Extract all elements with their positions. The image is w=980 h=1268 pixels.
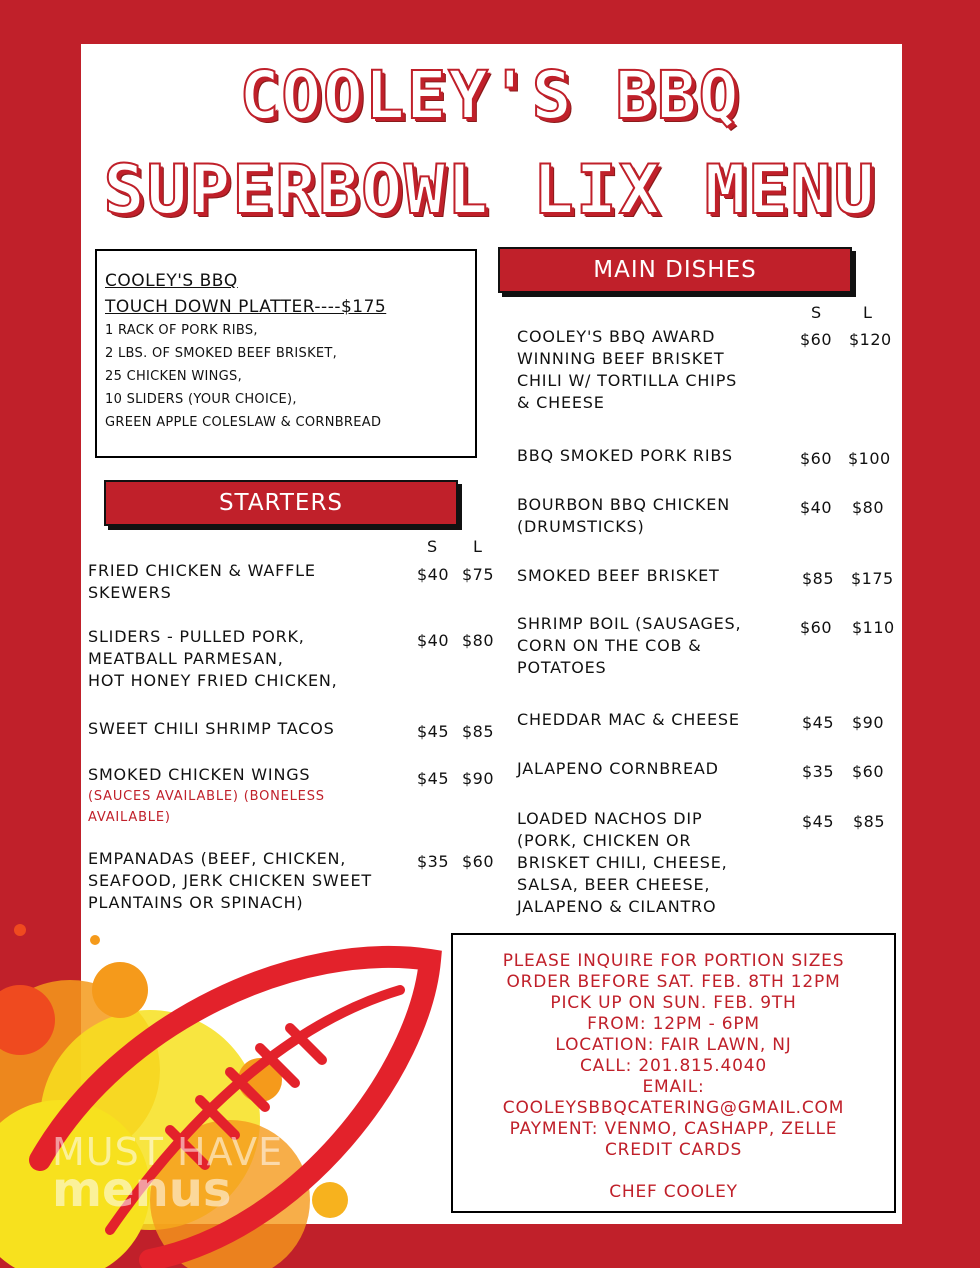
price-small: $60 xyxy=(800,618,833,637)
chef-signature: CHEF COOLEY xyxy=(609,1182,738,1202)
item-line: BOURBON BBQ CHICKEN xyxy=(517,495,730,514)
price-large: $90 xyxy=(852,713,885,732)
mains-col-large: L xyxy=(863,303,872,322)
starters-heading: STARTERS xyxy=(104,480,458,526)
item-line: COOLEY'S BBQ AWARD xyxy=(517,327,716,346)
info-line: PAYMENT: VENMO, CASHAPP, ZELLE xyxy=(509,1119,838,1139)
price-large: $60 xyxy=(852,762,885,781)
item-line: BRISKET CHILI, CHEESE, xyxy=(517,853,728,872)
item-line: & CHEESE xyxy=(517,393,605,412)
item-line: (PORK, CHICKEN OR xyxy=(517,831,692,850)
price-large: $120 xyxy=(849,330,892,349)
starter-item-name xyxy=(88,764,325,828)
price-large: $110 xyxy=(852,618,895,637)
item-line: CHILI W/ TORTILLA CHIPS xyxy=(517,371,738,390)
platter-line: 2 LBS. OF SMOKED BEEF BRISKET, xyxy=(105,346,338,361)
price-small: $40 xyxy=(800,498,833,517)
item-line: SMOKED BEEF BRISKET xyxy=(517,566,720,585)
item-line: SKEWERS xyxy=(88,583,172,602)
item-line: CHEDDAR MAC & CHEESE xyxy=(517,710,740,729)
platter-title-1: COOLEY'S BBQ xyxy=(105,271,238,291)
main-dishes-heading: MAIN DISHES xyxy=(498,247,852,293)
price-small: $35 xyxy=(417,852,450,871)
main-item-name xyxy=(517,565,720,587)
item-line: BBQ SMOKED PORK RIBS xyxy=(517,446,733,465)
info-line: EMAIL: xyxy=(642,1077,705,1097)
item-line: SMOKED CHICKEN WINGS xyxy=(88,765,311,784)
item-line: SHRIMP BOIL (SAUSAGES, xyxy=(517,614,742,633)
order-info-box xyxy=(451,933,896,1213)
price-large: $80 xyxy=(462,631,495,650)
price-small: $45 xyxy=(802,812,835,831)
item-note: (SAUCES AVAILABLE) (BONELESS xyxy=(88,789,325,804)
price-small: $40 xyxy=(417,565,450,584)
starters-col-large: L xyxy=(473,537,482,556)
info-line: LOCATION: FAIR LAWN, NJ xyxy=(555,1035,792,1055)
price-large: $60 xyxy=(462,852,495,871)
platter-line: 10 SLIDERS (YOUR CHOICE), xyxy=(105,392,297,407)
item-line: PLANTAINS OR SPINACH) xyxy=(88,893,304,912)
info-line: PICK UP ON SUN. FEB. 9TH xyxy=(550,993,797,1013)
price-small: $35 xyxy=(802,762,835,781)
item-line: MEATBALL PARMESAN, xyxy=(88,649,284,668)
starter-item-name xyxy=(88,718,335,740)
price-small: $45 xyxy=(802,713,835,732)
main-item-name xyxy=(517,808,728,918)
price-small: $45 xyxy=(417,722,450,741)
item-line: HOT HONEY FRIED CHICKEN, xyxy=(88,671,338,690)
main-item-name xyxy=(517,709,740,731)
title-line-1: COOLEY'S BBQ xyxy=(239,57,741,134)
item-line: WINNING BEEF BRISKET xyxy=(517,349,725,368)
starter-item-name xyxy=(88,560,316,604)
item-line: (DRUMSTICKS) xyxy=(517,517,645,536)
main-item-name xyxy=(517,613,741,679)
info-line: FROM: 12PM - 6PM xyxy=(587,1014,760,1034)
item-line: SEAFOOD, JERK CHICKEN SWEET xyxy=(88,871,372,890)
info-line: PLEASE INQUIRE FOR PORTION SIZES xyxy=(502,951,845,971)
platter-line: 25 CHICKEN WINGS, xyxy=(105,369,243,384)
price-large: $175 xyxy=(851,569,894,588)
item-line: JALAPENO & CILANTRO xyxy=(517,897,717,916)
item-line: SLIDERS - PULLED PORK, xyxy=(88,627,305,646)
main-item-name xyxy=(517,326,737,414)
platter-line: 1 RACK OF PORK RIBS, xyxy=(105,323,258,338)
price-small: $45 xyxy=(417,769,450,788)
starters-col-small: S xyxy=(427,537,438,556)
watermark-text: MUST HAVE xyxy=(52,1130,284,1174)
price-large: $80 xyxy=(852,498,885,517)
platter-title-2: TOUCH DOWN PLATTER----$175 xyxy=(105,297,387,317)
starter-item-name xyxy=(88,626,338,692)
platter-box xyxy=(95,249,477,458)
info-line: ORDER BEFORE SAT. FEB. 8TH 12PM xyxy=(506,972,841,992)
item-line: CORN ON THE COB & xyxy=(517,636,702,655)
item-line: LOADED NACHOS DIP xyxy=(517,809,703,828)
item-note: AVAILABLE) xyxy=(88,810,171,825)
price-large: $100 xyxy=(848,449,891,468)
main-item-name xyxy=(517,758,719,780)
price-large: $90 xyxy=(462,769,495,788)
price-large: $85 xyxy=(462,722,495,741)
watermark-logo: menus xyxy=(52,1162,232,1218)
email-text: COOLEYSBBQCATERING@GMAIL.COM xyxy=(502,1098,845,1118)
item-line: SWEET CHILI SHRIMP TACOS xyxy=(88,719,335,738)
item-line: EMPANADAS (BEEF, CHICKEN, xyxy=(88,849,347,868)
price-small: $85 xyxy=(802,569,835,588)
price-small: $60 xyxy=(800,330,833,349)
item-line: POTATOES xyxy=(517,658,607,677)
info-line: CREDIT CARDS xyxy=(604,1140,743,1160)
item-line: JALAPENO CORNBREAD xyxy=(517,759,719,778)
phone-text: CALL: 201.815.4040 xyxy=(580,1056,767,1076)
price-small: $40 xyxy=(417,631,450,650)
platter-line: GREEN APPLE COLESLAW & CORNBREAD xyxy=(105,415,382,430)
main-item-name xyxy=(517,494,730,538)
item-line: SALSA, BEER CHEESE, xyxy=(517,875,711,894)
mains-col-small: S xyxy=(811,303,822,322)
item-line: FRIED CHICKEN & WAFFLE xyxy=(88,561,316,580)
price-small: $60 xyxy=(800,449,833,468)
main-item-name xyxy=(517,445,733,467)
price-large: $75 xyxy=(462,565,495,584)
title-line-2: SUPERBOWL LIX MENU xyxy=(103,151,877,230)
price-large: $85 xyxy=(853,812,886,831)
